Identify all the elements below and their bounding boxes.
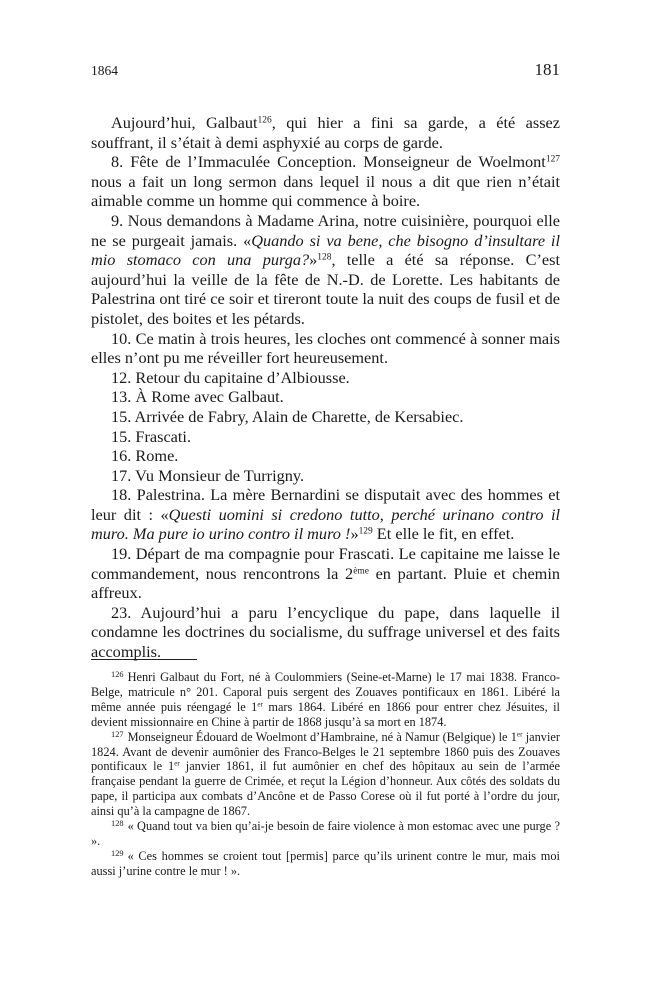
paragraph — [91, 603, 560, 662]
text-run: « Ces hommes se croient tout [permis] parce qu’ils urinent contre le mur, mais moi aussi j’urine contre le mur ! ». — [91, 848, 560, 878]
text-run: » — [309, 250, 318, 270]
footnote — [91, 819, 560, 849]
italic-quote: Questi uomini si credono tutto, perché urinano contro il muro. Ma pure io urino contro il muro ! — [91, 504, 561, 544]
footnote — [91, 849, 560, 879]
text-run: 23. Aujourd’hui a paru l’encyclique du pape, dans laquelle il condamne les doctrines du socialisme, du suffrage universel et des faits accomplis. — [91, 602, 560, 662]
text-run: 15. Frascati. — [111, 426, 192, 446]
text-run: 18. Palestrina. La mère Bernardini se disputait avec des hommes et leur dit : « — [91, 485, 560, 524]
superscript: er — [257, 700, 263, 709]
text-run: janvier 1824. Avant de devenir aumônier des Franco-Belges le 21 septembre 1860 puis des Zouaves pontificaux le 1 — [91, 729, 560, 774]
running-header-year: 1864 — [91, 63, 118, 78]
paragraph — [91, 466, 560, 486]
paragraph — [91, 368, 560, 388]
paragraph — [91, 152, 560, 211]
footnote — [91, 730, 560, 819]
superscript: er — [516, 730, 523, 739]
page-number: 181 — [534, 60, 560, 79]
text-run: 9. Nous demandons à Madame Arina, notre cuisinière, pourquoi elle ne se purgeait jamais. « — [91, 210, 560, 250]
running-header — [91, 60, 560, 82]
paragraph — [91, 427, 560, 447]
superscript: er — [174, 760, 180, 769]
text-run: Et elle le fit, en effet. — [372, 524, 515, 544]
footnote-number: 128 — [111, 819, 124, 829]
text-run: » — [350, 524, 359, 544]
text-run: 16. Rome. — [111, 446, 179, 466]
superscript: 127 — [545, 154, 560, 165]
text-run: Monseigneur Édouard de Woelmont d’Hambraine, né à Namur (Belgique) le 1 — [127, 729, 517, 744]
text-run: 13. À Rome avec Galbaut. — [111, 387, 284, 407]
text-run: , telle a été sa réponse. C’est aujourd’hui la veille de la fête de N.-D. de Lorette. Les habitants de Palestrina ont tiré ce soir et tireront toute la nuit des coups de fusil et de pistolet, des boites et les pétards. — [91, 250, 560, 328]
italic-quote: Quando si va bene, che bisogno d’insultare il mio stomaco con una purga? — [91, 230, 560, 270]
text-run: 8. Fête de l’Immaculée Conception. Monseigneur de Woelmont — [111, 152, 546, 172]
main-text — [91, 113, 560, 662]
footnote-number: 129 — [111, 849, 124, 859]
text-run: 19. Départ de ma compagnie pour Frascati. Le capitaine me laisse le commandement, nous rencontrons la 2 — [91, 544, 560, 583]
footnote-number: 127 — [111, 729, 124, 739]
text-run: 10. Ce matin à trois heures, les cloches ont commencé à sonner mais elles n’ont pu me réveiller fort heureusement. — [91, 328, 560, 368]
superscript: 129 — [358, 526, 373, 537]
footnote-separator — [91, 659, 197, 660]
text-run: Henri Galbaut du Fort, né à Coulommiers (Seine-et-Marne) le 17 mai 1838. Franco-Belge, matricule n° 201. Caporal puis sergent des Zouaves pontificaux en 1861. Libéré la même année puis réengagé le 1 — [91, 670, 560, 714]
text-run: 15. Arrivée de Fabry, Alain de Charette, de Kersabiec. — [111, 406, 464, 426]
paragraph — [91, 446, 560, 466]
superscript: 126 — [257, 115, 272, 126]
text-run: 12. Retour du capitaine d’Albiousse. — [111, 367, 350, 387]
footnote-number: 126 — [111, 670, 124, 680]
text-run: mars 1864. Libéré en 1866 pour entrer chez Jésuites, il devient missionnaire en Chine à partir de 1868 jusqu’à sa mort en 1874. — [91, 699, 560, 729]
footnotes — [91, 670, 560, 879]
paragraph — [91, 329, 560, 368]
superscript: 128 — [317, 252, 332, 263]
paragraph — [91, 544, 560, 603]
superscript: ème — [353, 565, 369, 576]
paragraph — [91, 113, 560, 152]
text-run: Aujourd’hui, Galbaut — [111, 113, 258, 132]
paragraph — [91, 211, 560, 329]
text-run: nous a fait un long sermon dans lequel il nous a dit que rien n’était aimable comme un homme qui commence à boire. — [91, 171, 560, 211]
text-run: en partant. Pluie et chemin affreux. — [91, 563, 560, 603]
footnote — [91, 670, 560, 730]
text-run: « Quand tout va bien qu’ai-je besoin de faire violence à mon estomac avec une purge ? ». — [91, 819, 560, 848]
text-run: janvier 1861, il fut aumônier en chef des hôpitaux au sein de l’armée française pendant la guerre de Crimée, et reçut la Légion d’honneur. Aux côtés des soldats du pape, il participa aux combats d’Ancône et de Passo Corese où il fut porté à l’ordre du jour, ainsi qu’à la campagne de 1867. — [91, 759, 561, 819]
text-run: 17. Vu Monsieur de Turrigny. — [111, 465, 305, 485]
paragraph — [91, 387, 560, 407]
text-run: , qui hier a fini sa garde, a été assez souffrant, il s’était à demi asphyxié au corps de garde. — [91, 113, 561, 152]
paragraph — [91, 407, 560, 427]
paragraph — [91, 485, 560, 544]
